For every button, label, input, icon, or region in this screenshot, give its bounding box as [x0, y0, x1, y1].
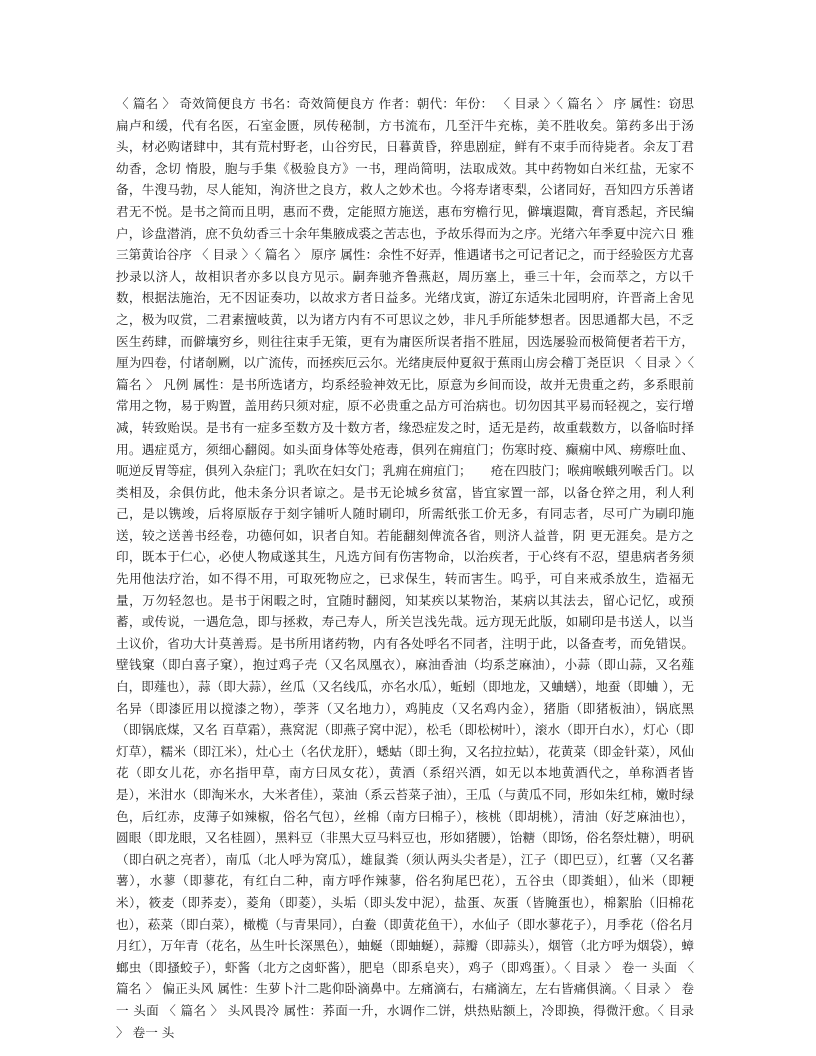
document-body-text: 〈 篇名 〉 奇效简便良方 书名：奇效简便良方 作者：朝代：年份： 〈 目录 〉〈 篇名 〉 序 属性：窃思扁卢和缓，代有名医，石室金匮，夙传秘制，方书流布，几至汗牛充栋，美不胜收矣。第药多出于汤头，材必购诸肆中，其有荒村野老，山谷穷民，日暮黄昏，猝患剧症，鲜有不束手而待毙者。余友丁君幼香，念切 惰股，胞与手集《极验良方》一书，理尚简明，法取成效。其中药物如白米红盐，无家不备，牛溲马勃，尽人能知，洵济世之良方，救人之妙术也。今将寿诸枣梨，公诸同好，吾知四方乐善诸君无不悦。是书之简而且明，惠而不费，定能照方施送，惠布穷檐行见，僻壤遐陬，膏肓悉起，齐民编户，诊盘潜消，庶不负幼香三十余年集腋成裘之苦志也，予故乐得而为之序。光绪六年季夏中浣六日 雅三第黄诒谷序 〈 目录 〉〈 篇名 〉 原序 属性：余性不好弄，惟遇诸书之可记者记之，而于经验医方尤喜抄录以济人，故相识者亦多以良方见示。嗣奔驰齐鲁燕赵，周历塞上，垂三十年，会而萃之，方以千数，根据法施治，无不因证奏功，以故求方者日益多。光绪戊寅，游辽东适朱北园明府，许晋斋上舍见之，极为叹赏，二君素擅岐黄，以为诸方内有不可思议之妙，非凡手所能梦想者。因思通都大邑，不乏医生药肆，而僻壤穷乡，则往往束手无策，更有为庸医所误者指不胜屈，因选屡验而极简便者若干方，厘为四卷，付诸剞劂，以广流传，而拯疾厄云尔。光绪庚辰仲夏叙于蕉雨山房会稽丁尧臣识 〈 目录 〉〈 篇名 〉 凡例 属性：是书所选诸方，均系经验神效无比，原意为乡间而设，故并无贵重之药，多系眼前常用之物，易于购置，盖用药只须对症，原不必贵重之品方可治病也。切勿因其平易而轻视之，妄行增减，转致贻误。是书有一症多至数方及十数方者，缘恐症发之时，适无是药，故重载数方，以备临时择用。遇症觅方，须细心翻阅。如头面身体等处疮毒，俱列在痈疽门；伤寒时疫、癫痫中风、痨瘵吐血、呃逆反胃等症，俱列入杂症门；乳吹在妇女门；乳痈在痈疽门； 疮在四肢门；喉痈喉蛾列喉舌门。以类相及，余俱仿此，他未条分识者谅之。是书无论城乡贫富，皆宜家置一部，以备仓猝之用，利人利己，是以镌竣，后将原版存于刻字铺听人随时刷印，所需纸张工价无多，有同志者，尽可广为刷印施送，较之送善书经卷，功德何如，识者自知。若能翻刻俾流各省，则济人益普，阴 更无涯矣。是方之印，既本于仁心，必使人物咸遂其生，凡选方间有伤害物命，以治疾者，于心终有不忍，望患病者务须先用他法疗治，如不得不用，可取死物应之，已求保生，转而害生。呜乎，可自来戒杀放生，造福无量，万勿轻忽也。是书于闲暇之时，宜随时翻阅，知某疾以某物治，某病以其法去，留心记忆，或预蓄，或传说，一遇危急，即与拯救，寿己寿人，所关岂浅先哉。远方现无此版，如刷印是书送人，以当土议价，省功大计莫善焉。是书所用诸药物，内有各处呼名不同者，注明于此，以备查考，而免错误。壁钱窠（即白喜子窠），抱过鸡子壳（又名凤凰衣），麻油香油（均系芝麻油），小蒜（即山蒜，又名薤白，即薤也），蒜（即大蒜），丝瓜（又名线瓜，亦名水瓜），蚯蚓（即地龙，又蛐蟮），地蚕（即蛐 ），无名异（即漆匠用以搅漆之物），荸荠（又名地力），鸡肫皮（又名鸡内金），猪脂（即猪板油），锅底黑（即锅底煤，又名 百草霜），燕窝泥（即燕子窝中泥），松毛（即松树叶），滚水（即开白水），灯心（即灯草），糯米（即江米），灶心土（名伏龙肝），蟋蛄（即土狗，又名拉拉蛄），花黄菜（即金针菜），风仙花（即女儿花，亦名指甲草，南方曰凤女花），黄酒（系绍兴酒，如无以本地黄酒代之，单称酒者皆是），米泔水（即淘米水，大米者佳），菜油（系云苔菜子油），王瓜（与黄瓜不同，形如朱红柿，嫩时绿色，后红赤，皮薄子如辣椒，俗名气包），丝棉（南方曰棉子），核桃（即胡桃），清油（好芝麻油也），圆眼（即龙眼，又名桂圆），黑料豆（非黑大豆马料豆也，形如猪腰），饴糖（即饧，俗名祭灶糖），明矾（即白矾之亮者），南瓜（北人呼为窝瓜），雄鼠粪（须认两头尖者是），江子（即巴豆），红薯（又名蕃薯），水蓼（即蓼花，有红白二种，南方呼作辣蓼，俗名狗尾巴花），五谷虫（即粪蛆），仙米（即粳米），筱麦（即荞麦），菱角（即菱），头垢（即头发中泥），盐蛋、灰蛋（皆腌蛋也），棉絮胎（旧棉花也），菘菜（即白菜），橄榄（与青果同），白鲞（即黄花鱼干），水仙子（即水蓼花子），月季花（俗名月月红），万年青（花名，丛生叶长深黑色），蚰蜒（即蚰蜒），蒜瓣（即蒜头），烟管（北方呼为烟袋），蟑螂虫（即搔蛟子），虾酱（北方之卤虾酱），肥皂（即系皂夹），鸡子（即鸡蛋）。〈 目录 〉 卷一 头面 〈 篇名 〉 偏正头风 属性：生萝卜汁二匙仰卧滴鼻中。左痛滴右，右痛滴左，左右皆痛俱滴。〈 目录 〉 卷一 头面 〈 篇名 〉 头风畏冷 属性：荞面一升，水调作二饼，烘热贴额上，冷即换，得微汗愈。〈 目录 〉 卷一 头: [116, 96, 694, 1040]
